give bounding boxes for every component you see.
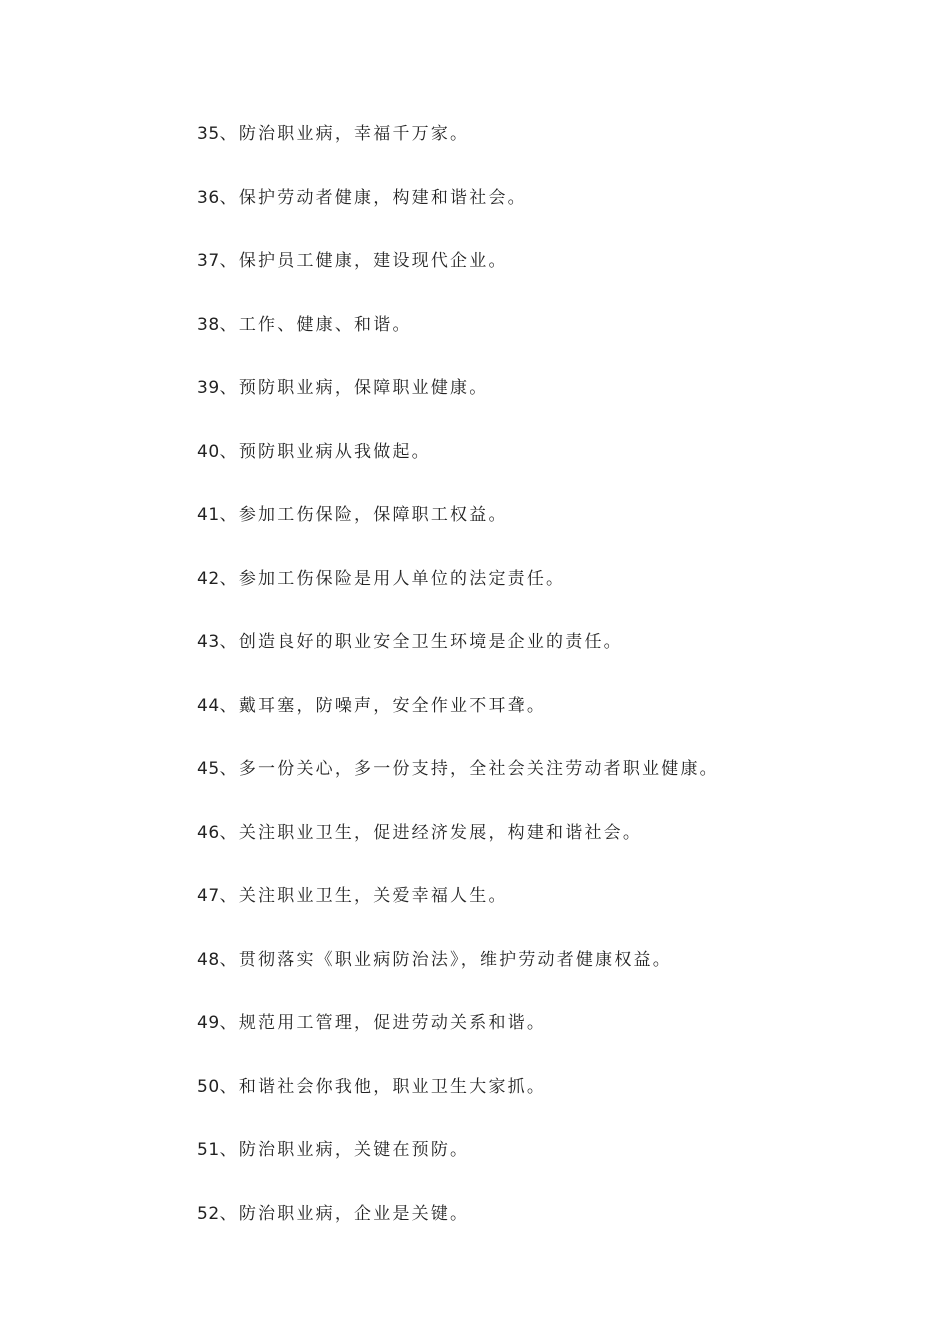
item-text: 、预防职业病，保障职业健康。 bbox=[219, 378, 489, 398]
item-number: 52 bbox=[197, 1203, 220, 1224]
item-number: 43 bbox=[197, 632, 220, 652]
list-item bbox=[197, 944, 897, 1008]
item-text: 、多一份关心，多一份支持，全社会关注劳动者职业健康。 bbox=[219, 759, 719, 779]
list-item bbox=[197, 1134, 897, 1198]
list-item bbox=[197, 372, 897, 436]
list-item bbox=[197, 1198, 897, 1262]
item-number: 51 bbox=[197, 1140, 220, 1160]
item-text: 、关注职业卫生，促进经济发展，构建和谐社会。 bbox=[219, 822, 643, 843]
item-number: 40 bbox=[197, 441, 220, 462]
item-number: 45 bbox=[197, 759, 220, 779]
item-number: 48 bbox=[197, 949, 220, 970]
list-item bbox=[197, 436, 897, 500]
list-item bbox=[197, 626, 897, 690]
item-number: 36 bbox=[197, 187, 220, 208]
item-text: 、和谐社会你我他，职业卫生大家抓。 bbox=[219, 1076, 547, 1097]
item-text: 、参加工伤保险是用人单位的法定责任。 bbox=[219, 568, 566, 589]
item-number: 47 bbox=[197, 886, 220, 906]
list-item bbox=[197, 817, 897, 881]
item-text: 、保护员工健康，建设现代企业。 bbox=[219, 251, 508, 271]
item-number: 50 bbox=[197, 1076, 220, 1097]
item-number: 39 bbox=[197, 378, 220, 398]
list-item bbox=[197, 309, 897, 373]
list-item bbox=[197, 182, 897, 246]
item-text: 、参加工伤保险，保障职工权益。 bbox=[219, 505, 508, 525]
item-text: 、防治职业病，企业是关键。 bbox=[219, 1203, 470, 1224]
item-number: 42 bbox=[197, 568, 220, 589]
item-number: 49 bbox=[197, 1013, 220, 1033]
item-text: 、创造良好的职业安全卫生环境是企业的责任。 bbox=[219, 632, 623, 652]
list-item bbox=[197, 880, 897, 944]
item-text: 、规范用工管理，促进劳动关系和谐。 bbox=[219, 1013, 547, 1033]
item-number: 37 bbox=[197, 251, 220, 271]
item-text: 、防治职业病，关键在预防。 bbox=[219, 1140, 470, 1160]
list-item bbox=[197, 753, 897, 817]
list-item bbox=[197, 1071, 897, 1135]
slogan-list bbox=[197, 118, 897, 1261]
list-item bbox=[197, 563, 897, 627]
item-number: 38 bbox=[197, 314, 220, 335]
list-item bbox=[197, 499, 897, 563]
list-item bbox=[197, 1007, 897, 1071]
item-text: 、戴耳塞，防噪声，安全作业不耳聋。 bbox=[219, 695, 547, 716]
item-text: 、防治职业病，幸福千万家。 bbox=[219, 124, 470, 144]
item-number: 35 bbox=[197, 124, 220, 144]
item-number: 46 bbox=[197, 822, 220, 843]
list-item bbox=[197, 118, 897, 182]
item-text: 、预防职业病从我做起。 bbox=[219, 441, 431, 462]
item-number: 41 bbox=[197, 505, 220, 525]
item-text: 、工作、健康、和谐。 bbox=[219, 314, 412, 335]
item-text: 、关注职业卫生，关爱幸福人生。 bbox=[219, 886, 508, 906]
item-text: 、贯彻落实《职业病防治法》，维护劳动者健康权益。 bbox=[219, 949, 672, 970]
item-text: 、保护劳动者健康，构建和谐社会。 bbox=[219, 187, 527, 208]
list-item bbox=[197, 245, 897, 309]
list-item bbox=[197, 690, 897, 754]
item-number: 44 bbox=[197, 695, 220, 716]
